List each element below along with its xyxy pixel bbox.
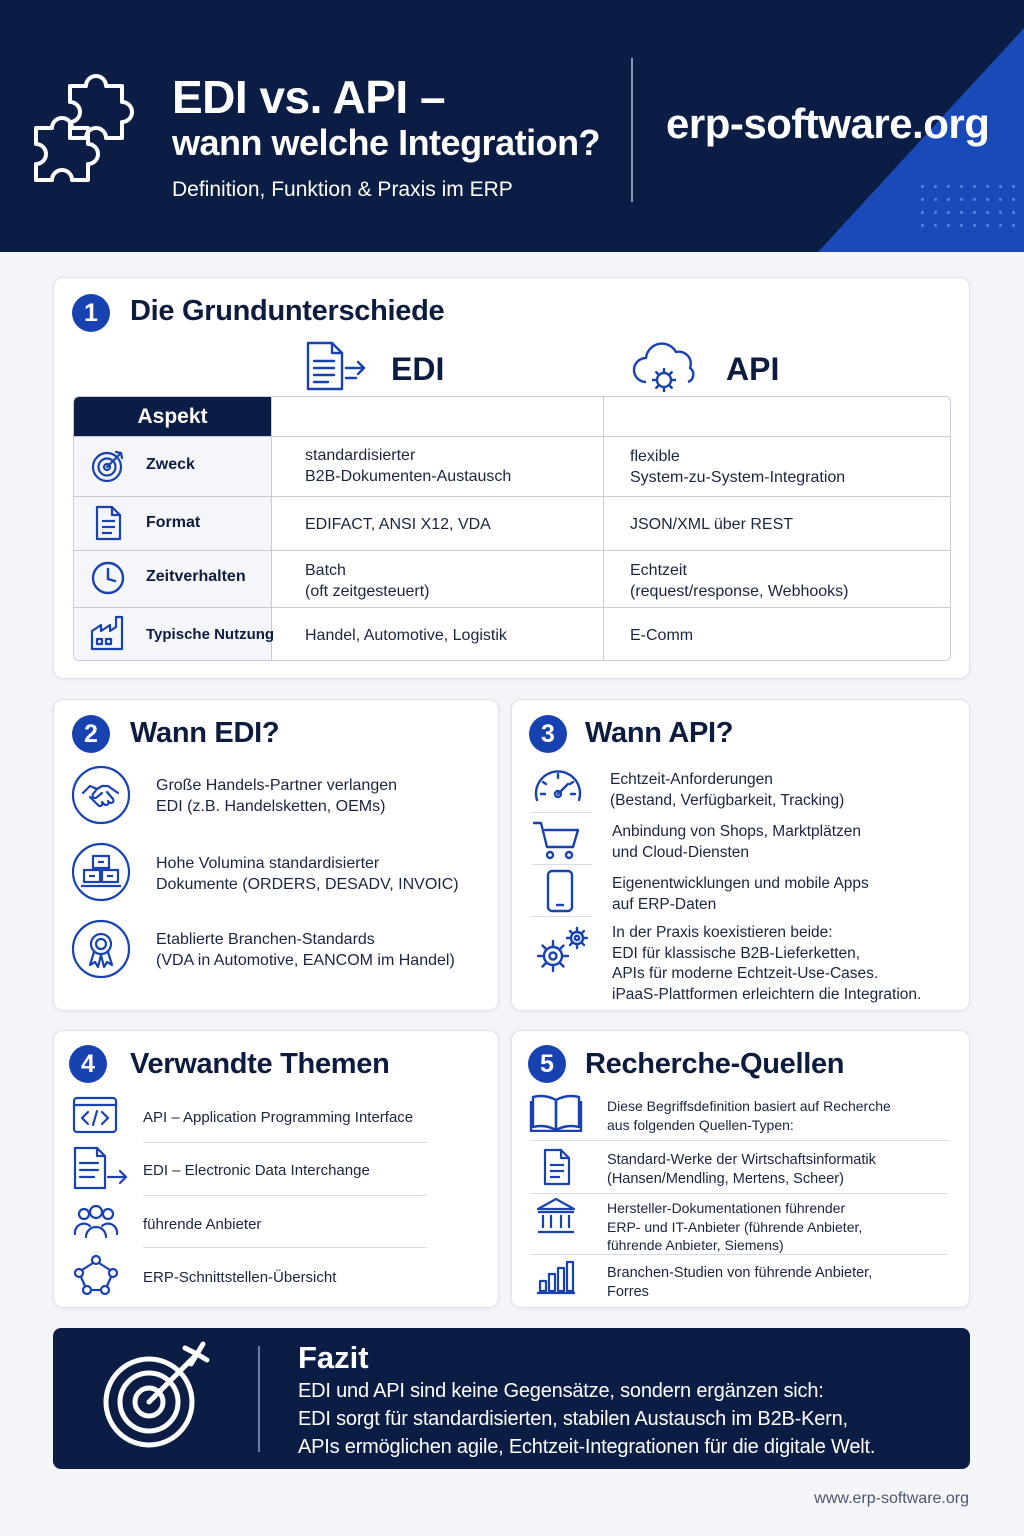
institution-icon — [536, 1197, 576, 1235]
list-item: Eigenentwicklungen und mobile Apps auf ERP-Daten — [612, 875, 869, 913]
award-icon — [71, 919, 131, 979]
fazit-text-line: EDI sorgt für standardisierten, stabilen Austausch im B2B-Kern, — [298, 1408, 848, 1430]
gears-icon — [531, 924, 591, 976]
section-number-badge: 2 — [72, 715, 110, 753]
cell-edi-zeitverhalten: Batch (oft zeitgesteuert) — [305, 562, 430, 600]
code-icon — [72, 1096, 118, 1134]
section-number-badge: 1 — [72, 294, 110, 332]
related-topic-link-edi[interactable]: EDI – Electronic Data Interchange — [143, 1162, 370, 1179]
row-label-typische-nutzung: Typische Nutzung — [146, 626, 275, 643]
header-banner — [0, 0, 1024, 252]
header-divider — [631, 58, 633, 202]
cell-api-zeitverhalten: Echtzeit (request/response, Webhooks) — [630, 562, 849, 600]
section-number-badge: 3 — [529, 715, 567, 753]
handshake-icon — [71, 765, 131, 825]
source-item: Standard-Werke der Wirtschaftsinformatik (Hansen/Mendling, Mertens, Scheer) — [607, 1152, 876, 1187]
factory-icon — [90, 615, 126, 651]
page-title-line2: wann welche Integration? — [172, 122, 601, 163]
row-label-zweck: Zweck — [146, 456, 195, 473]
column-header-api: API — [726, 351, 780, 387]
fazit-text-line: EDI und API sind keine Gegensätze, sondern ergänzen sich: — [298, 1380, 824, 1402]
section-grundunterschiede — [53, 277, 970, 679]
bar-chart-icon — [536, 1259, 576, 1295]
section-title: Recherche-Quellen — [585, 1048, 845, 1080]
cell-api-nutzung: E-Comm — [630, 627, 694, 644]
row-label-zeitverhalten: Zeitverhalten — [146, 568, 246, 585]
document-icon — [542, 1148, 572, 1186]
list-item: Hohe Volumina standardisierter Dokumente (ORDERS, DESADV, INVOIC) — [156, 855, 459, 893]
list-item: Echtzeit-Anforderungen (Bestand, Verfügbarkeit, Tracking) — [610, 771, 845, 809]
list-item: Große Handels-Partner verlangen EDI (z.B. Handelsketten, OEMs) — [156, 777, 398, 815]
related-topic-link-schnittstellen[interactable]: ERP-Schnittstellen-Übersicht — [143, 1269, 337, 1286]
list-item: Anbindung von Shops, Marktplätzen und Cloud-Diensten — [612, 823, 862, 861]
document-arrow-icon — [72, 1146, 130, 1190]
boxes-icon — [71, 842, 131, 902]
users-icon — [72, 1204, 120, 1240]
section-title: Wann API? — [585, 717, 734, 749]
cell-edi-zweck: standardisierter B2B-Dokumenten-Austausch — [305, 447, 512, 485]
network-icon — [74, 1255, 118, 1295]
list-item: In der Praxis koexistieren beide: EDI für klassische B2B-Lieferketten, APIs für moderne Echtzeit-Use-Cases. iPaaS-Plattformen erleichtern die Integration. — [612, 924, 922, 1003]
section-recherche-quellen — [511, 1030, 970, 1308]
comparison-table — [73, 396, 951, 661]
table-header-aspekt: Aspekt — [74, 397, 271, 436]
target-arrow-icon — [101, 1338, 213, 1454]
cart-icon — [532, 819, 582, 861]
section-number-badge: 5 — [528, 1045, 566, 1083]
smartphone-icon — [546, 869, 574, 913]
source-intro: Diese Begriffsdefinition basiert auf Recherche aus folgenden Quellen-Typen: — [607, 1098, 891, 1133]
header-dot-pattern — [916, 180, 1016, 230]
cell-edi-format: EDIFACT, ANSI X12, VDA — [305, 516, 491, 533]
brand-logo-text[interactable]: erp-software.org — [666, 100, 990, 147]
fazit-text-line: APIs ermöglichen agile, Echtzeit-Integrationen für die digitale Welt. — [298, 1436, 876, 1458]
section-title: Verwandte Themen — [130, 1048, 390, 1080]
speedometer-icon — [531, 762, 585, 808]
clock-icon — [90, 560, 126, 596]
fazit-banner — [53, 1328, 970, 1469]
section-title: Die Grundunterschiede — [130, 295, 445, 327]
section-wann-api — [511, 699, 970, 1011]
row-label-format: Format — [146, 514, 201, 531]
list-item: Etablierte Branchen-Standards (VDA in Automotive, EANCOM im Handel) — [156, 931, 455, 969]
related-topic-link-anbieter[interactable]: führende Anbieter — [143, 1216, 262, 1233]
page-subtitle: Definition, Funktion & Praxis im ERP — [172, 178, 513, 201]
fazit-title: Fazit — [298, 1340, 369, 1375]
related-topic-link-api[interactable]: API – Application Programming Interface — [143, 1109, 414, 1126]
footer-url-link[interactable]: www.erp-software.org — [814, 1490, 969, 1507]
cloud-gear-icon — [628, 338, 702, 400]
puzzle-icon — [30, 66, 146, 192]
cell-api-zweck: flexible System-zu-System-Integration — [630, 448, 846, 486]
document-transfer-icon — [304, 341, 368, 391]
section-verwandte-themen — [53, 1030, 499, 1308]
cell-edi-nutzung: Handel, Automotive, Logistik — [305, 627, 507, 644]
cell-api-format: JSON/XML über REST — [630, 516, 794, 533]
target-icon — [90, 448, 126, 484]
section-number-badge: 4 — [69, 1045, 107, 1083]
book-icon — [529, 1092, 583, 1132]
section-wann-edi — [53, 699, 499, 1011]
source-item: Hersteller-Dokumentationen führender ERP- und IT-Anbieter (führende Anbieter, führende Anbieter, Siemens) — [607, 1200, 863, 1253]
document-icon — [90, 505, 126, 541]
column-header-edi: EDI — [391, 351, 445, 387]
page-title-line1: EDI vs. API – — [172, 71, 446, 123]
source-item: Branchen-Studien von führende Anbieter, Forres — [607, 1265, 873, 1300]
section-title: Wann EDI? — [130, 717, 280, 749]
